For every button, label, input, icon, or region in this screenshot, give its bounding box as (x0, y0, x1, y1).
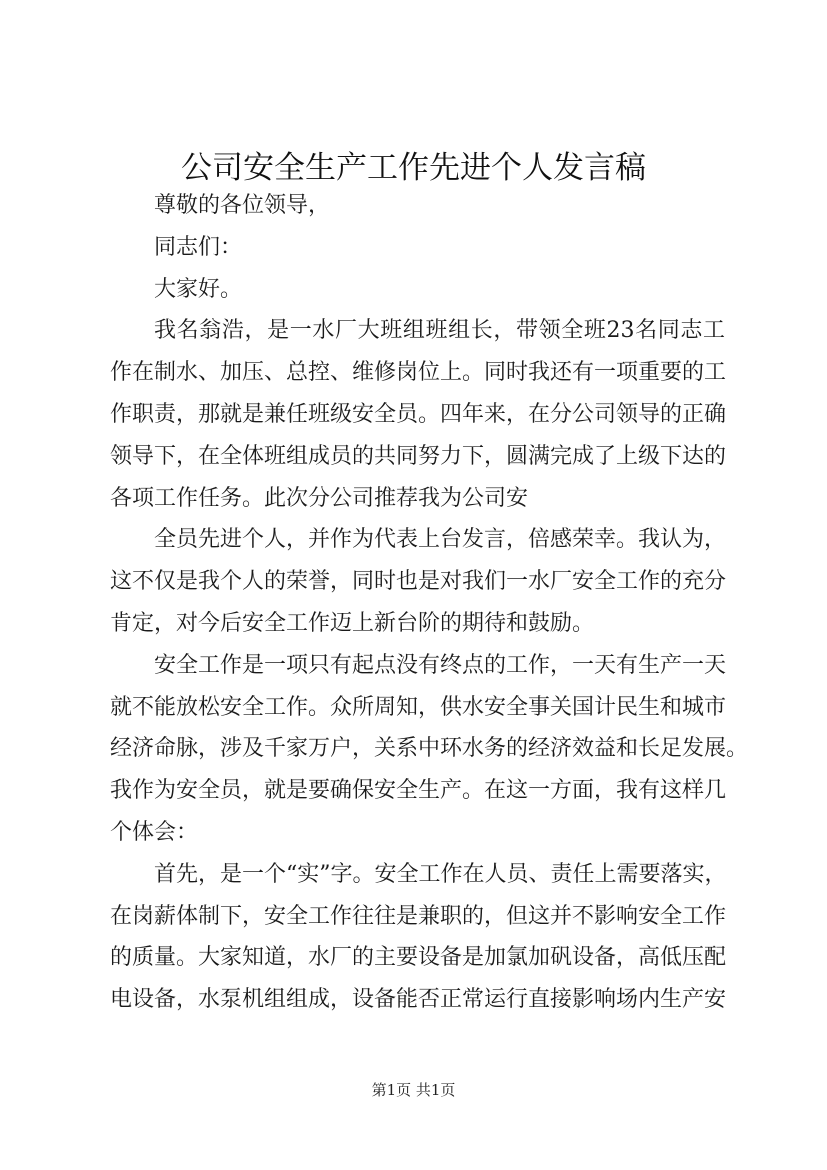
text-line: 安全工作是一项只有起点没有终点的工作，一天有生产一天 (154, 652, 727, 678)
text-line: 我作为安全员，就是要确保安全生产。在这一方面，我有这样几 (110, 778, 727, 804)
text-line: 电设备，水泵机组组成，设备能否正常运行直接影响场内生产安 (110, 987, 727, 1013)
text-line: 全员先进个人，并作为代表上台发言，倍感荣幸。我认为， (154, 527, 727, 553)
text-line: 个体会： (110, 819, 199, 845)
text-line: 的质量。大家知道，水厂的主要设备是加氯加矾设备，高低压配 (110, 945, 727, 971)
text-line: 同志们： (154, 234, 243, 260)
text-line: 在岗薪体制下，安全工作往往是兼职的，但这并不影响安全工作 (110, 903, 727, 929)
text-line: 尊敬的各位领导， (154, 193, 331, 218)
document-body (110, 185, 749, 1021)
text-line: 大家好。 (154, 276, 243, 302)
text-line: 肯定，对今后安全工作迈上新台阶的期待和鼓励。 (110, 610, 595, 636)
text-line: 作职责，那就是兼任班级安全员。四年来，在分公司领导的正确 (110, 401, 727, 427)
text-line: 这不仅是我个人的荣誉，同时也是对我们一水厂安全工作的充分 (110, 569, 727, 595)
text-line: 各项工作任务。此次分公司推荐我为公司安 (110, 485, 529, 511)
page-footer: 第1页 共1页 (371, 1081, 456, 1099)
text-line: 经济命脉，涉及千家万户，关系中环水务的经济效益和长足发展。 (110, 736, 749, 762)
text-line: 我名翁浩，是一水厂大班组班组长，带领全班23名同志工 (154, 318, 725, 344)
text-line: 就不能放松安全工作。众所周知，供水安全事关国计民生和城市 (110, 694, 727, 720)
document-title: 公司安全生产工作先进个人发言稿 (181, 150, 646, 186)
text-line: 作在制水、加压、总控、维修岗位上。同时我还有一项重要的工 (110, 360, 727, 386)
text-line: 首先，是一个“实”字。安全工作在人员、责任上需要落实， (154, 861, 727, 887)
text-line: 领导下，在全体班组成员的共同努力下，圆满完成了上级下达的 (110, 443, 727, 469)
